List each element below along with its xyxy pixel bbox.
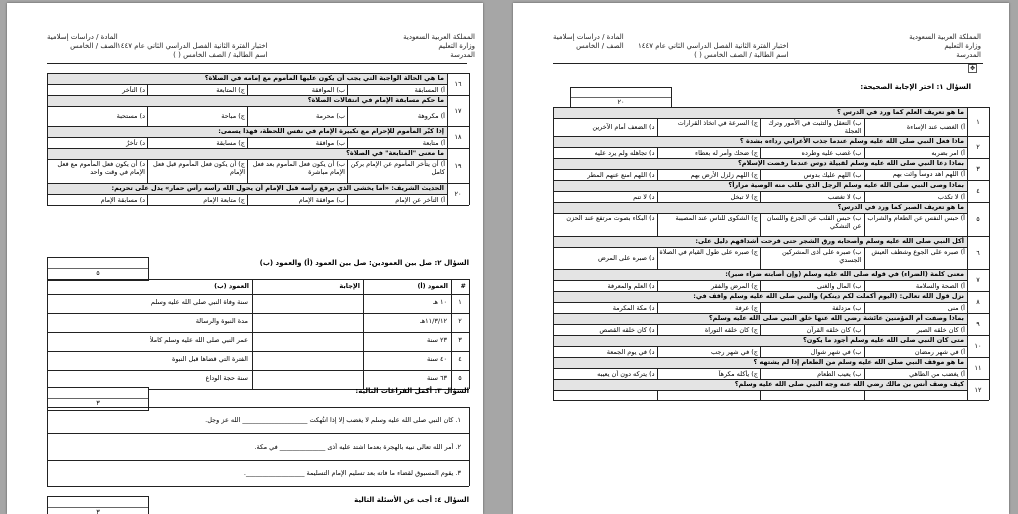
question-text: ما هو تعريف العلم كما ورد في الدرس ؟ [836,108,964,116]
question-number: ١٧ [454,106,462,115]
answer-option-a: أ) مكروهة [417,112,445,120]
answer-option-d: د) التأخر [122,85,145,94]
answer-option-b: ب) التعقل والتثبت في الأمور وترك العجلة [768,119,862,135]
question-number: ١٦ [454,80,462,88]
question-number: ١٢ [974,385,982,394]
question-number: ١٠ [974,342,982,350]
answer-option-d: د) تأخرٌ [126,138,145,147]
right-score-box: ٢٠ [570,87,672,109]
answer-option-b: ب) مزدلفة [832,303,862,312]
answer-option-b: ب) موافقة [315,138,345,147]
question-text: ما هو تعريف الصبر كما ورد في الدرس؟ [837,203,964,211]
match-header-col-b: العمود (ب) [214,282,249,290]
answer-option-c: ج) متابعة الإمام [203,195,245,204]
header-center: اختبار الفترة الثانية الفصل الدراسي الثاني عام ١٤٤٧ اسم الطالبة / الصف الخامس ( ) [117,42,268,59]
match-col-b: مدة النبوة والرسالة [195,317,248,325]
question-text: ماذا فعل النبي صلى الله عليه وسلم عندما جذب الأعرابي رداءه بشدة ؟ [739,137,964,145]
answer-option-a: أ) امر بضربه [931,148,965,157]
answer-option-c: ج) مسابقة [216,138,245,147]
answer-option-d: د) صبره على المرض [597,254,655,262]
answer-option-d: د) تجاهله ولم يرد عليه [594,148,655,157]
match-col-b: عمر النبي صلى الله عليه وسلم كاملاً [149,336,248,344]
answer-option-a: أ) حبس النفس عن الطعام والشراب [867,214,965,222]
answer-option-b: ب) الموافقة [311,85,345,94]
question-number: ٢ [976,143,980,151]
answer-option-d: د) مسابقة الإمام [100,195,145,204]
question-text: بماذا وصفت أم المؤمنين عائشة رضي الله عنها خلق النبي صلى الله عليه وسلم؟ [708,314,964,322]
header-right: المملكة العربية السعودية وزارة التعليم المدرسة [909,33,981,59]
answer-option-c: ج) المرض والفقر [711,281,758,290]
answer-option-c: ج) كان خلقه التوراة [704,325,758,334]
answer-option-b: ب) موافقة الإمام [298,195,345,204]
question-number: ٥ [976,215,980,223]
question-text: الحديث الشريف: «أما يخشى الذي يرفع رأسه قبل الإمام أن يحول الله رأسه رأس حمار» يدل على تحريم: [111,184,444,192]
answer-option-a: أ) اللهم اهد دوساً وائت بهم [892,170,965,178]
fill-blank-item: ٢. أمر الله تعالى نبيه بالهجرة بعدما اشتد عليه أذى ______________ في مكة. [254,442,461,451]
section3-title: السؤال ٣: أكمل الفراغات التالية: [355,387,469,395]
answer-option-c: ج) يأكله مكرهاً [718,369,758,378]
answer-option-c: ج) اللهم زلزل الأرض بهم [690,170,758,179]
section4-score-box: ٣ [47,496,149,514]
question-text: ما هو موقف النبي صلى الله عليه وسلم من الطعام إذا لم يشتهه ؟ [753,358,964,366]
match-col-b: سنة حجة الوداع [205,374,248,382]
answer-option-c: ج) عرفة [735,303,758,312]
header-left: المادة / دراسات إسلامية الصف / الخامس [47,33,118,50]
page-left [7,3,483,514]
question-number: ٤ [976,187,980,195]
question-number: ٢٠ [454,190,462,198]
question-text: معنى كلمة (الضراء) في قوله صلى الله عليه وسلم (وإن أصابته ضراء صبر): [725,270,964,278]
answer-option-c: ج) صبره على طول القيام في الصلاة [659,248,758,256]
match-row-num: ٤ [458,355,462,363]
answer-option-c: ج) في شهر رجب [710,347,758,356]
answer-option-b: ب) أن يكون فعل المأموم بعد فعل الإمام مباشرة [252,160,345,176]
question-number: ٦ [976,248,980,257]
answer-option-c: ج) مباحة [221,112,245,120]
section2-title: السؤال ٢: صل بين العمودين: صل بين العمود (أ) والعمود (ب) [259,259,469,267]
question-number: ٣ [976,165,980,173]
answer-option-c: ج) الشكوى للناس عند المصيبة [675,214,758,222]
answer-option-d: د) أن يكون فعل المأموم مع فعل الإمام في وقت واحد [57,160,145,176]
question-number: ٧ [976,276,980,284]
answer-option-a: أ) الصحة والسلامة [915,281,965,290]
question-number: ٨ [976,298,980,306]
fill-blank-item: ١. كان النبي صلى الله عليه وسلم لا يغضب إلا إذا انتُهكت ____________________ الله عز وجل. [205,416,461,424]
answer-option-b: ب) يعيب الطعام [817,369,862,378]
answer-option-d: د) في يوم الجمعة [606,347,655,356]
answer-option-a: أ) كان خلقه الصبر [916,325,965,334]
answer-option-a: أ) الغضب عند الإساءة [906,123,965,131]
answer-option-a: أ) منى [947,303,965,312]
question-number: ١٨ [454,133,462,141]
answer-option-d: د) مكة المكرمة [612,303,655,312]
answer-option-b: ب) كان خلقه القرآن [806,325,862,334]
answer-option-c: ج) المتابعة [216,85,245,94]
section2-score-box: ٥ [47,257,149,281]
answer-option-d: د) كان خلقه القصص [599,325,655,334]
question-text: بماذا دعا النبي صلى الله عليه وسلم لقبيلة دوس عندما رفضت الإسلام؟ [737,159,964,167]
answer-option-a: أ) لا تكذب [937,192,965,201]
answer-option-d: د) البكاء بصوت مرتفع عند الحزن [566,214,655,222]
answer-option-d: د) مستحبة [116,112,145,120]
answer-option-a: أ) صبره على الجوع وشظف العيش [871,248,965,256]
header-left: المادة / دراسات إسلامية الصف / الخامس [553,33,624,50]
question-text: إذا كبّر المأموم للإحرام مع تكبيرة الإمام في نفس اللحظة، فهذا يسمى: [218,127,444,135]
section3-score-box: ٣ [47,387,149,411]
match-col-b: الفترة التي قضاها قبل النبوة [171,355,248,363]
answer-option-c: ج) أن يكون فعل المأموم قبل فعل الإمام [153,160,245,176]
answer-option-b: ب) حبس القلب عن الجزع واللسان عن التشكي [766,214,862,230]
section4-title: السؤال ٤: أجب عن الأسئلة التالية [354,496,469,504]
match-col-a: ٦٣ سنة [427,374,447,382]
answer-option-c: ج) ضحك وأمر له بعطاء [695,148,758,157]
answer-option-a: أ) متابعة [422,138,445,147]
section1-title: السؤال ١: اختر الإجابة الصحيحة: [860,83,971,91]
answer-option-a: أ) التأخر عن الإمام [395,195,445,204]
answer-option-a: أ) يغضب من الطاهي [909,369,965,378]
match-header-num: # [460,282,466,290]
match-row-num: ٢ [458,317,462,325]
match-row-num: ٥ [458,374,462,382]
answer-option-b: ب) صبره على أذى المشركين الجسدي [781,248,862,264]
question-text: أكل النبي صلى الله عليه وسلم وأصحابه ورق الشجر حتى قرحت أشداقهم دليل على: [695,237,964,245]
question-number: ١ [976,117,980,126]
answer-option-d: د) الضعف أمام الآخرين [592,123,655,131]
answer-option-a: أ) في شهر رمضان [914,347,965,356]
answer-option-c: ج) السرعة في اتخاذ القرارات [677,119,758,127]
answer-option-a: أ) المسابقة [414,85,445,94]
answer-option-c: ج) لا تبخل [730,192,758,201]
match-row-num: ٣ [458,336,462,344]
match-row-num: ١ [458,298,462,306]
page-right [513,3,1009,514]
question-text: ما معنى "المتابعة" في الصلاة؟ [346,149,444,157]
header-center: اختبار الفترة الثانية الفصل الدراسي الثاني عام ١٤٤٧ اسم الطالبة / الصف الخامس ( ) [638,42,789,59]
answer-option-d: د) لا تنم [633,192,655,201]
question-number: ١٩ [454,161,462,170]
match-header-answer: الإجابة [339,282,360,290]
match-col-a: ٢٣ سنة [427,336,447,344]
match-col-a: ١٠ هـ [432,298,447,306]
answer-option-b: ب) في شهر شوال [810,347,862,356]
answer-option-d: د) اللهم امنع عنهم المطر [587,170,655,179]
answer-option-b: ب) غضب عليه وطرده [801,148,862,157]
question-text: متى كان النبي صلى الله عليه وسلم أجود ما يكون؟ [803,336,964,344]
answer-option-a: أ) أن يتأخر المأموم عن الإمام بركن كامل [350,160,445,176]
answer-option-b: ب) لا تغضب [828,192,862,201]
match-col-a: ١١/٣/١٢هـ [419,317,447,325]
answer-option-b: ب) اللهم عليك بدوس [803,170,862,179]
match-col-a: ٤٠ سنة [427,355,447,363]
answer-option-d: د) يتركه دون أن يعيبه [597,369,655,378]
answer-option-b: ب) المال والغنى [817,281,862,290]
question-text: نزل قول الله تعالى: (اليوم أكملت لكم دينكم) والنبي صلى الله عليه وسلم واقف في: [693,292,964,300]
header-right: المملكة العربية السعودية وزارة التعليم المدرسة [403,33,475,59]
question-number: ٩ [976,320,980,328]
match-col-b: سنة وفاة النبي صلى الله عليه وسلم [150,298,248,306]
question-text: ما حكم مسابقة الإمام في انتقالات الصلاة؟ [307,96,444,104]
answer-option-b: ب) محرمة [316,112,345,120]
answer-option-d: د) العلم والمعرفة [607,281,655,290]
table-move-handle-icon[interactable]: ✥ [969,65,976,72]
question-number: ١١ [974,364,982,372]
question-text: كيف وصف أنس بن مالك رضي الله عنه وجه النبي صلى الله عليه وسلم؟ [734,380,964,388]
question-text: بماذا وصى النبي صلى الله عليه وسلم الرجل الذي طلب منه الوصية مراراً؟ [728,181,964,189]
match-header-col-a: العمود (أ) [417,282,448,290]
fill-blank-item: ٣. يقوم المسبوق لقضاء ما فاته بعد تسليم الإمام التسليمة __________________. [243,469,461,477]
question-text: ما هي الحالة الواجبة التي يجب أن يكون عليها المأموم مع إمامه في الصلاة؟ [204,74,444,82]
